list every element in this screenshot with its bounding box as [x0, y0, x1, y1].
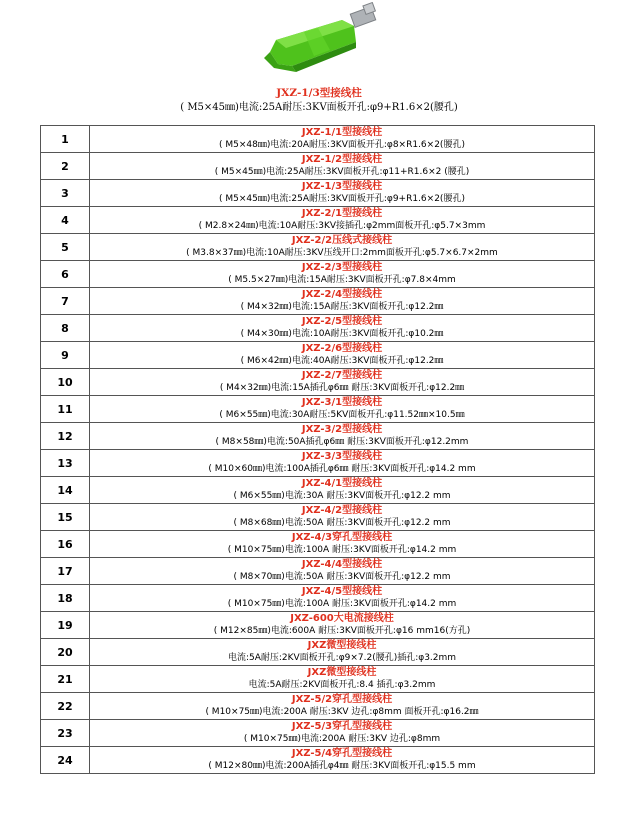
row-description — [90, 612, 595, 639]
model-spec: ( M5×45㎜)电流:25A耐压:3KV面板开孔:φ9+R1.6×2(腰孔) — [219, 194, 465, 204]
row-description — [90, 585, 595, 612]
model-spec: 电流:5A耐压:2KV面板开孔:φ9×7.2(腰孔)插孔:φ3.2mm — [227, 653, 457, 663]
table-row — [41, 504, 595, 531]
row-description — [90, 720, 595, 747]
row-description — [90, 504, 595, 531]
binding-post-photo — [256, 2, 396, 74]
model-spec: ( M10×75㎜)电流:200A 耐压:3KV 边孔:φ8mm — [243, 734, 441, 744]
row-description — [90, 558, 595, 585]
row-description — [90, 531, 595, 558]
row-number: 12 — [41, 423, 90, 450]
model-name: JXZ-2/2压线式接线柱 — [291, 235, 393, 246]
row-number: 20 — [41, 639, 90, 666]
row-number: 22 — [41, 693, 90, 720]
table-row — [41, 639, 595, 666]
model-name: JXZ-600大电流接线柱 — [290, 613, 394, 624]
row-description — [90, 288, 595, 315]
table-row — [41, 531, 595, 558]
row-description — [90, 666, 595, 693]
model-spec: ( M2.8×24㎜)电流:10A耐压:3KV接插孔:φ2mm面板开孔:φ5.7×3mm — [198, 221, 486, 231]
model-spec: ( M12×85㎜)电流:600A 耐压:3KV面板开孔:φ16 mm16(方孔) — [213, 626, 471, 636]
row-number: 9 — [41, 342, 90, 369]
model-name: JXZ-4/5型接线柱 — [301, 586, 383, 597]
table-row — [41, 369, 595, 396]
row-number: 16 — [41, 531, 90, 558]
model-spec: ( M12×80㎜)电流:200A插孔φ4㎜ 耐压:3KV面板开孔:φ15.5 mm — [208, 761, 476, 771]
row-number: 10 — [41, 369, 90, 396]
model-name: JXZ-4/2型接线柱 — [301, 505, 383, 516]
table-row — [41, 423, 595, 450]
row-number: 11 — [41, 396, 90, 423]
row-number: 4 — [41, 207, 90, 234]
model-name: JXZ-2/7型接线柱 — [301, 370, 383, 381]
table-row — [41, 315, 595, 342]
table-row — [41, 666, 595, 693]
row-description — [90, 234, 595, 261]
model-spec: ( M10×75㎜)电流:200A 耐压:3KV 边孔:φ8mm 面板开孔:φ16.2㎜ — [205, 707, 479, 717]
table-row — [41, 180, 595, 207]
row-description — [90, 315, 595, 342]
row-description — [90, 747, 595, 774]
model-spec: ( M8×68㎜)电流:50A 耐压:3KV面板开孔:φ12.2 mm — [233, 518, 451, 528]
table-row — [41, 720, 595, 747]
model-name: JXZ-2/5型接线柱 — [301, 316, 383, 327]
table-row — [41, 693, 595, 720]
spec-table-body — [41, 126, 595, 774]
table-row — [41, 261, 595, 288]
row-description — [90, 369, 595, 396]
row-description — [90, 639, 595, 666]
model-name: JXZ-3/1型接线柱 — [301, 397, 383, 408]
row-number: 13 — [41, 450, 90, 477]
table-row — [41, 612, 595, 639]
model-name: JXZ-2/1型接线柱 — [301, 208, 383, 219]
table-row — [41, 207, 595, 234]
model-name: JXZ微型接线柱 — [307, 640, 377, 651]
row-number: 3 — [41, 180, 90, 207]
model-name: JXZ-1/2型接线柱 — [301, 154, 383, 165]
table-row — [41, 288, 595, 315]
model-spec: ( M4×32㎜)电流:15A耐压:3KV面板开孔:φ12.2㎜ — [240, 302, 444, 312]
model-name: JXZ-4/4型接线柱 — [301, 559, 383, 570]
table-row — [41, 747, 595, 774]
model-name: JXZ-5/3穿孔型接线柱 — [291, 721, 393, 732]
model-spec: ( M8×70㎜)电流:50A 耐压:3KV面板开孔:φ12.2 mm — [233, 572, 451, 582]
table-row — [41, 126, 595, 153]
model-name: JXZ-2/3型接线柱 — [301, 262, 383, 273]
row-description — [90, 396, 595, 423]
row-description — [90, 342, 595, 369]
model-spec: ( M6×55㎜)电流:30A耐压:5KV面板开孔:φ11.52㎜×10.5㎜ — [219, 410, 465, 420]
model-name: JXZ-2/4型接线柱 — [301, 289, 383, 300]
spec-table — [40, 125, 595, 774]
table-row — [41, 585, 595, 612]
table-row — [41, 558, 595, 585]
row-number: 17 — [41, 558, 90, 585]
table-row — [41, 450, 595, 477]
row-description — [90, 423, 595, 450]
table-row — [41, 342, 595, 369]
row-description — [90, 693, 595, 720]
row-number: 18 — [41, 585, 90, 612]
table-row — [41, 477, 595, 504]
model-spec: 电流:5A耐压:2KV面板开孔:8.4 插孔:φ3.2mm — [248, 680, 436, 690]
row-number: 21 — [41, 666, 90, 693]
model-spec: ( M4×32㎜)电流:15A插孔φ6㎜ 耐压:3KV面板开孔:φ12.2㎜ — [219, 383, 465, 393]
model-spec: ( M6×42㎜)电流:40A耐压:3KV面板开孔:φ12.2㎜ — [240, 356, 444, 366]
model-spec: ( M3.8×37㎜)电流:10A耐压:3KV压线开口:2mm面板开孔:φ5.7×6.7×2mm — [186, 248, 498, 258]
model-spec: ( M5×45㎜)电流:25A耐压:3KV面板开孔:φ11+R1.6×2 (腰孔) — [214, 167, 470, 177]
row-number: 5 — [41, 234, 90, 261]
row-number: 24 — [41, 747, 90, 774]
model-spec: ( M6×55㎜)电流:30A 耐压:3KV面板开孔:φ12.2 mm — [233, 491, 451, 501]
model-name: JXZ微型接线柱 — [307, 667, 377, 678]
model-name: JXZ-1/3型接线柱 — [301, 181, 383, 192]
row-number: 6 — [41, 261, 90, 288]
model-name: JXZ-3/3型接线柱 — [301, 451, 383, 462]
row-number: 19 — [41, 612, 90, 639]
row-number: 1 — [41, 126, 90, 153]
row-number: 8 — [41, 315, 90, 342]
row-description — [90, 126, 595, 153]
model-spec: ( M5.5×27㎜)电流:15A耐压:3KV面板开孔:φ7.8×4mm — [228, 275, 456, 285]
table-row — [41, 234, 595, 261]
model-spec: ( M10×75㎜)电流:100A 耐压:3KV面板开孔:φ14.2 mm — [227, 599, 457, 609]
product-spec: ( M5×45㎜)电流:25A耐压:3KV面板开孔:φ9+R1.6×2(腰孔) — [180, 102, 458, 113]
row-description — [90, 450, 595, 477]
row-description — [90, 207, 595, 234]
model-spec: ( M10×75㎜)电流:100A 耐压:3KV面板开孔:φ14.2 mm — [227, 545, 457, 555]
row-number: 23 — [41, 720, 90, 747]
model-name: JXZ-4/3穿孔型接线柱 — [291, 532, 393, 543]
row-description — [90, 477, 595, 504]
model-name: JXZ-1/1型接线柱 — [301, 127, 383, 138]
model-name: JXZ-3/2型接线柱 — [301, 424, 383, 435]
row-number: 2 — [41, 153, 90, 180]
product-title: JXZ-1/3型接线柱 — [276, 87, 362, 99]
model-spec: ( M5×48㎜)电流:20A耐压:3KV面板开孔:φ8×R1.6×2(腰孔) — [219, 140, 465, 150]
model-name: JXZ-5/2穿孔型接线柱 — [291, 694, 393, 705]
table-row — [41, 153, 595, 180]
row-description — [90, 261, 595, 288]
model-name: JXZ-4/1型接线柱 — [301, 478, 383, 489]
model-spec: ( M4×30㎜)电流:10A耐压:3KV面板开孔:φ10.2㎜ — [240, 329, 444, 339]
model-name: JXZ-2/6型接线柱 — [301, 343, 383, 354]
row-number: 14 — [41, 477, 90, 504]
row-number: 7 — [41, 288, 90, 315]
row-description — [90, 153, 595, 180]
model-spec: ( M10×60㎜)电流:100A插孔φ6㎜ 耐压:3KV面板开孔:φ14.2 mm — [208, 464, 476, 474]
model-name: JXZ-5/4穿孔型接线柱 — [291, 748, 393, 759]
row-number: 15 — [41, 504, 90, 531]
table-row — [41, 396, 595, 423]
model-spec: ( M8×58㎜)电流:50A插孔φ6㎜ 耐压:3KV面板开孔:φ12.2mm — [215, 437, 469, 447]
row-description — [90, 180, 595, 207]
